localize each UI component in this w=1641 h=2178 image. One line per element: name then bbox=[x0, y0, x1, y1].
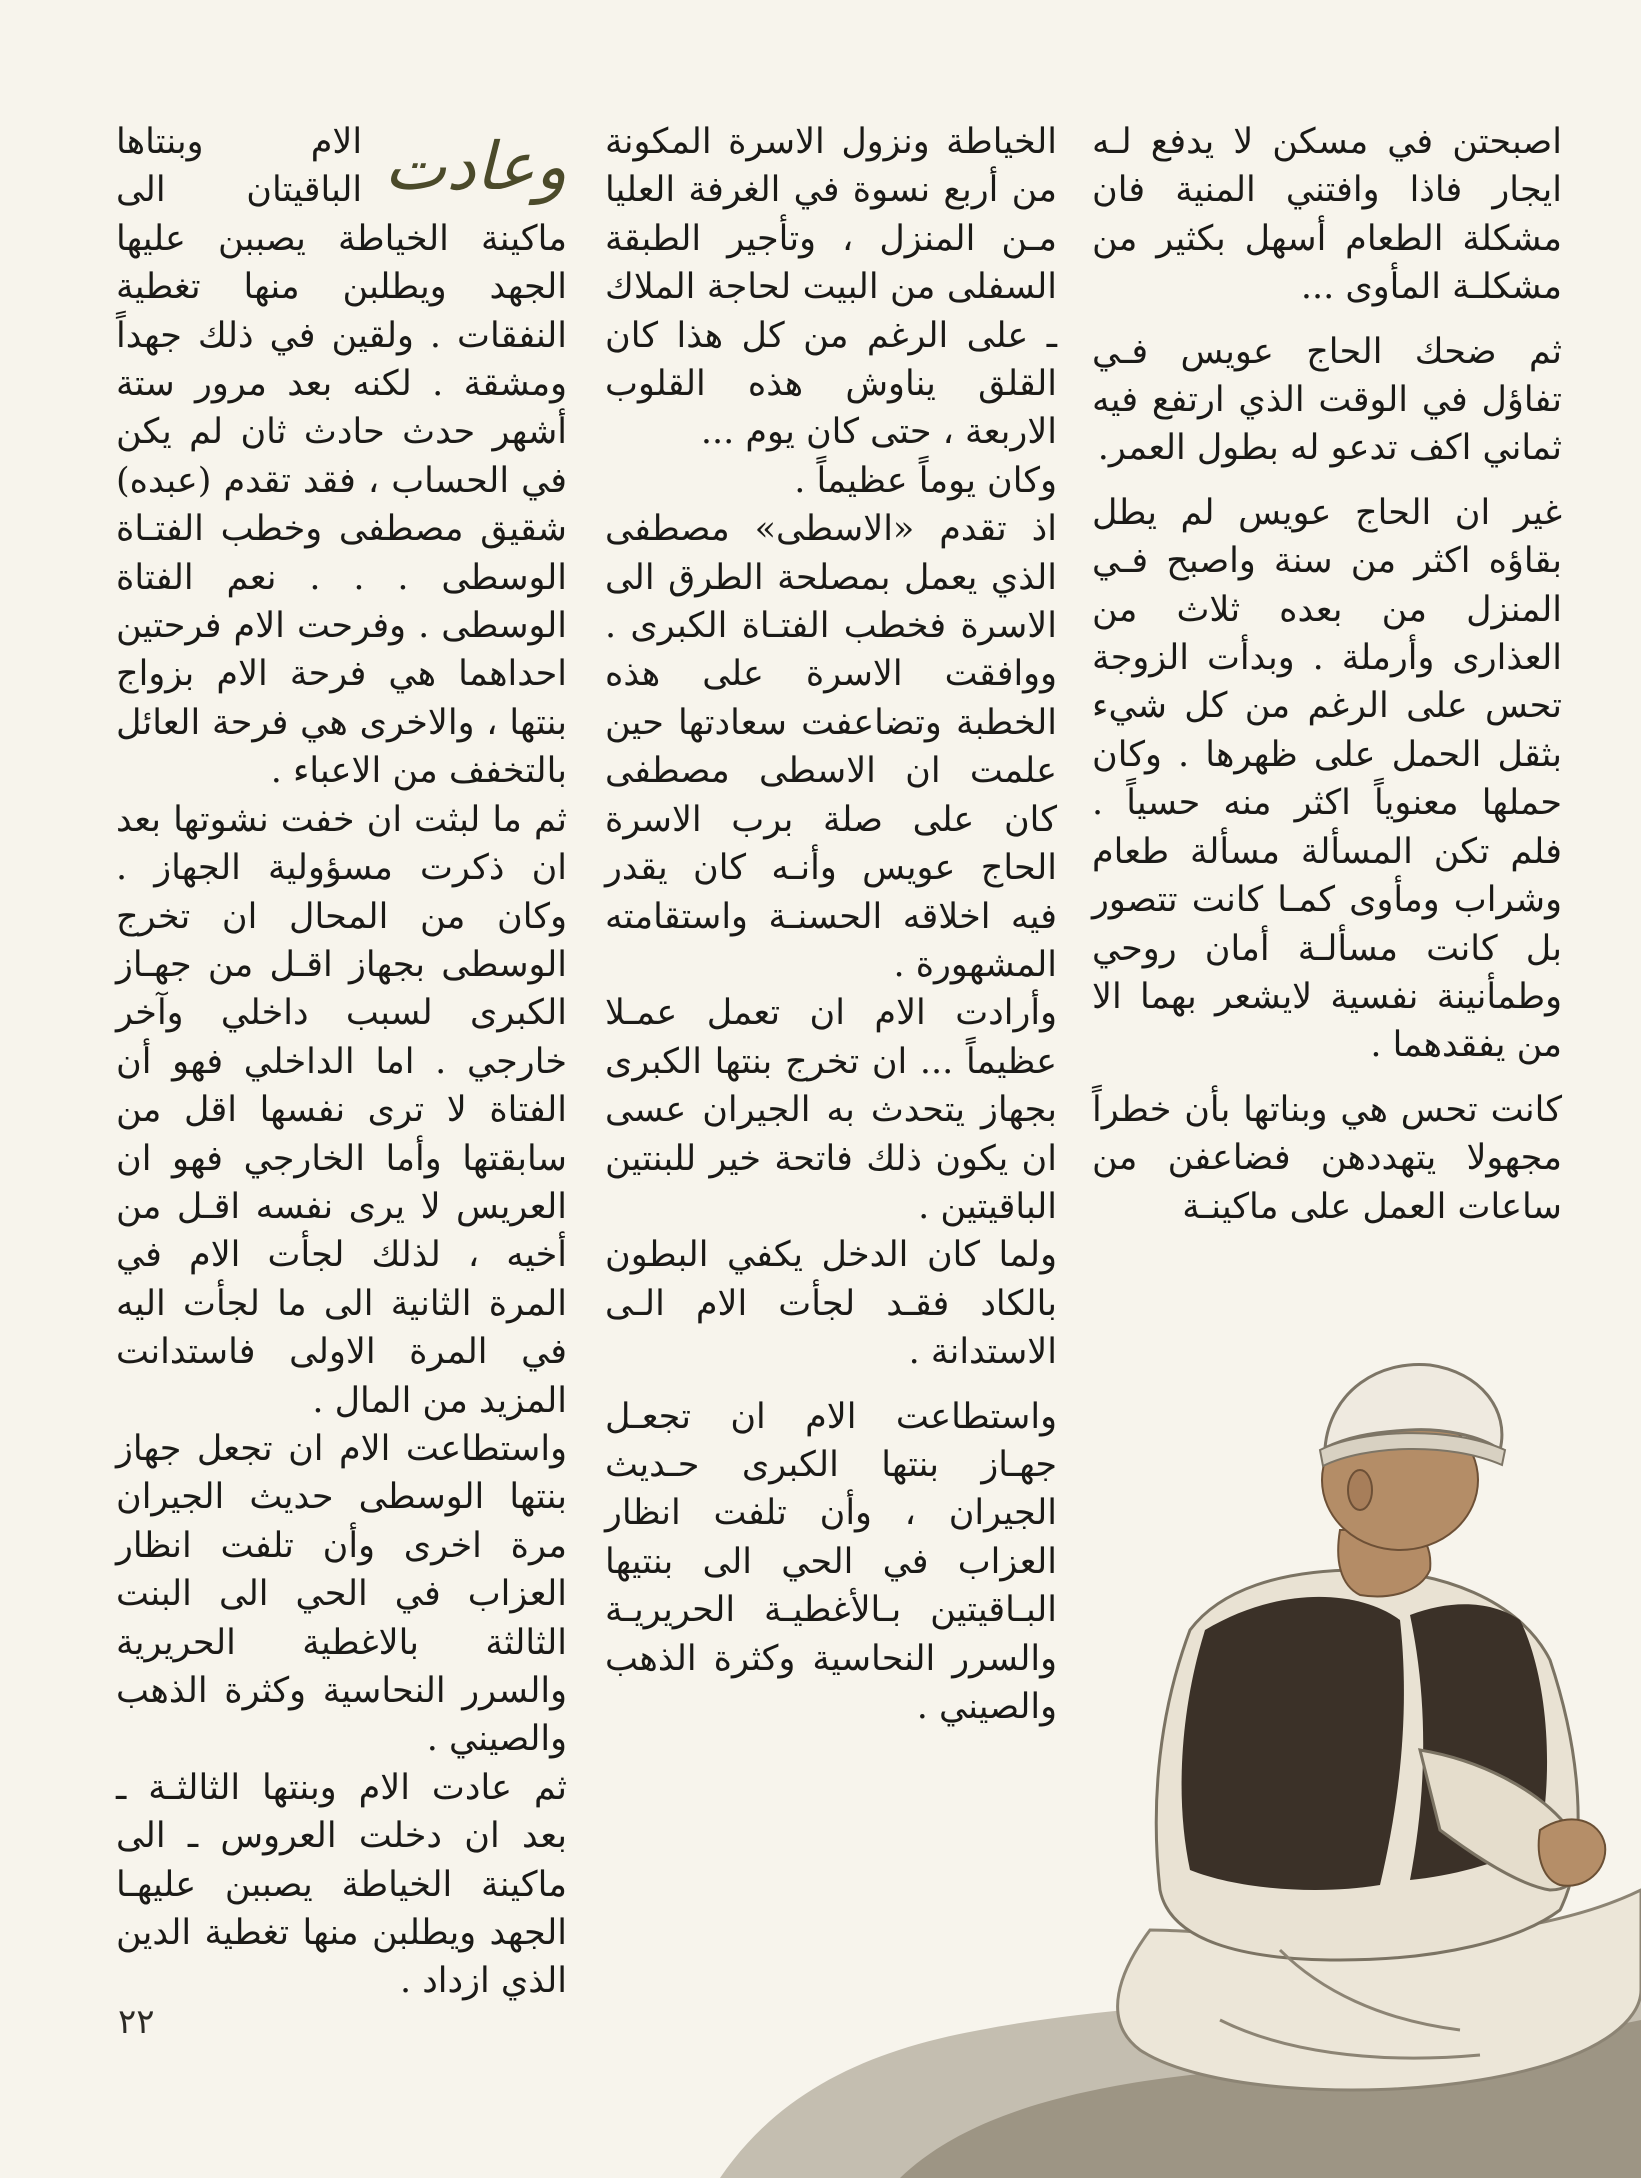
paragraph: اصبحتن في مسكن لا يدفع لـه ايجار فاذا وافتني المنية فان مشكلة الطعام أسهل بكثير من مشكلـة المأوى ... bbox=[1092, 122, 1562, 308]
paragraph: اذ تقدم «الاسطى» مصطفى الذي يعمل بمصلحة الطرق الى الاسرة فخطب الفتـاة الكبرى . ووافقت الاسرة على هذه الخطبة وتضاعفت سعادتها حين علمت ان الاسطى مصطفى كان على صلة برب الاسرة الحاج عويس وأنـه كان يقدر فيه اخلاقه الحسنـة واستقامته المشهورة . bbox=[605, 509, 1057, 985]
seated-man-illustration bbox=[720, 1330, 1641, 2178]
section-opening-word: وعادت bbox=[384, 128, 567, 205]
page-number: ٢٢ bbox=[118, 2002, 155, 2042]
paragraph: الام وبنتاها الباقيتان الى ماكينة الخياطة يصببن عليها الجهد ويطلبن منها تغطية النفقات . ولقين في ذلك جهداً ومشقة . لكنه بعد مرور ستة أشهر حدث حادث ثان لم يكن في الحساب ، فقد تقدم (عبده) شقيق مصطفى وخطب الفتـاة الوسطى . . . نعم الفتاة الوسطى . وفرحت الام فرحتين احداهما هي فرحة الام بزواج بنتها ، والاخرى هي فرحة العائل بالتخفف من الاعباء . bbox=[116, 122, 567, 792]
paragraph: ثم ضحك الحاج عويس فـي تفاؤل في الوقت الذي ارتفع فيه ثماني اكف تدعو له بطول العمر. bbox=[1092, 331, 1562, 469]
paragraph: وأرادت الام ان تعمل عمـلا عظيماً ... ان تخرج بنتها الكبرى بجهاز يتحدث به الجيران عسى ان يكون ذلك فاتحة خير للبنتين الباقيتين . bbox=[605, 993, 1057, 1227]
paragraph: كانت تحس هي وبناتها بأن خطراً مجهولا يتهددهن فضاعفن من ساعات العمل على ماكينـة bbox=[1092, 1089, 1562, 1227]
hands bbox=[1539, 1819, 1606, 1885]
paragraph: غير ان الحاج عويس لم يطل بقاؤه اكثر من سنة واصبح فـي المنزل من بعده ثلاث من العذارى وأرملة . وبدأت الزوجة تحس على الرغم من كل شيء بثقل الحمل على ظهرها . وكان حملها معنوياً اكثر منه حسياً . فلم تكن المسألة مسألة طعام وشراب ومأوى كمـا كانت تتصور بل كانت مسألـة أمان روحي وطمأنينة نفسية لايشعر بهما الا من يفقدهما . bbox=[1092, 492, 1562, 1066]
text-column-left bbox=[116, 118, 567, 2006]
paragraph: وكان يوماً عظيماً . bbox=[794, 460, 1057, 501]
paragraph: واستطاعت الام ان تجعـل جهـاز بنتها الكبرى حـديث الجيران ، وأن تلفت انظار العزاب في الحي الى بنتيها البـاقيتين بـالأغطيـة الحريريـة والسرر النحاسية وكثرة الذهب والصيني . bbox=[605, 1396, 1057, 1727]
paragraph: واستطاعت الام ان تجعل جهاز بنتها الوسطى حديث الجيران مرة اخرى وأن تلفت انظار العزاب في الحي الى البنت الثالثة بالاغطية الحريرية والسرر النحاسية وكثرة الذهب والصيني . bbox=[116, 1428, 567, 1760]
paragraph: ثم ما لبثت ان خفت نشوتها بعد ان ذكرت مسؤولية الجهاز . وكان من المحال ان تخرج الوسطى بجهاز اقـل من جهـاز الكبرى لسبب داخلي وآخر خارجي . اما الداخلي فهو أن الفتاة لا ترى نفسها اقل من سابقتها وأما الخارجي فهو ان العريس لا يرى نفسه اقـل من أخيه ، لذلك لجأت الام في المرة الثانية الى ما لجأت اليه في المرة الاولى فاستدانت المزيد من المال . bbox=[116, 799, 567, 1421]
paragraph: ثم عادت الام وبنتها الثالثـة ـ بعد ان دخلت العروس ـ الى ماكينة الخياطة يصببن عليهـا الجهد ويطلبن منها تغطية الدين الذي ازداد . bbox=[116, 1767, 567, 2002]
paragraph: الخياطة ونزول الاسرة المكونة من أربع نسوة في الغرفة العليا مـن المنزل ، وتأجير الطبقة السفلى من البيت لحاجة الملاك ـ على الرغم من كل هذا كان القلق يناوش هذه القلوب الاربعة ، حتى كان يوم ... bbox=[605, 122, 1057, 453]
vest bbox=[1182, 1597, 1404, 1890]
ear bbox=[1348, 1470, 1372, 1510]
paragraph: ولما كان الدخل يكفي البطون بالكاد فقـد لجأت الام الـى الاستدانة . bbox=[605, 1235, 1057, 1373]
text-column-right bbox=[1092, 118, 1562, 1231]
